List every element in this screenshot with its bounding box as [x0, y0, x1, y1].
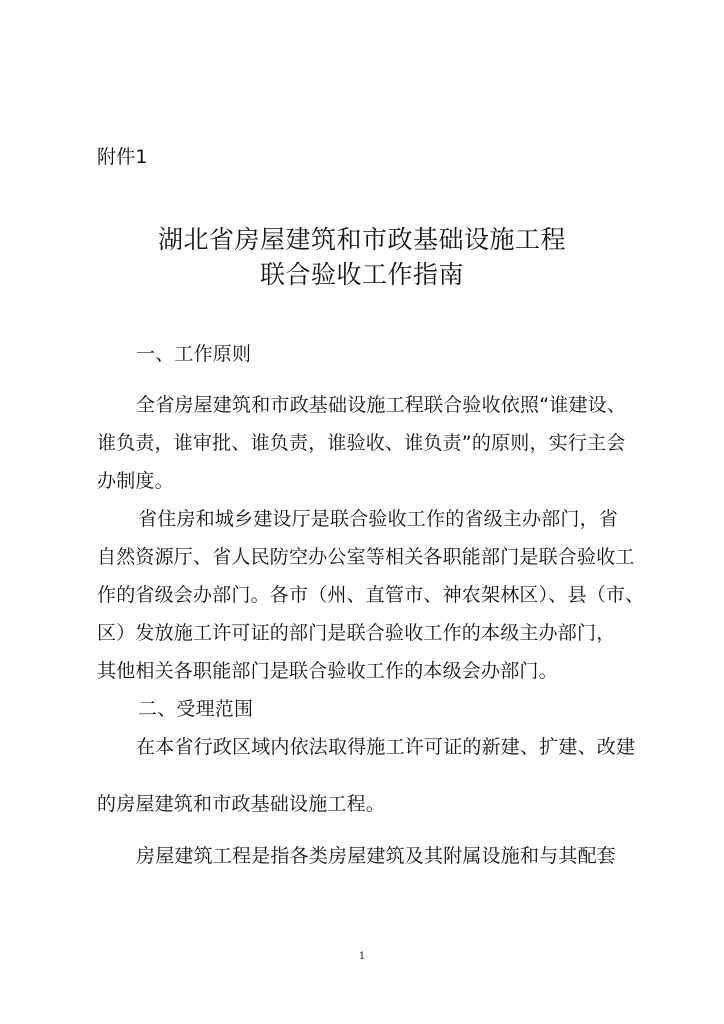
document-title-line-1: 湖北省房屋建筑和市政基础设施工程	[157, 225, 566, 254]
paragraph-line: 在本省行政区域内依法取得施工许可证的新建、扩建、改建	[136, 736, 636, 758]
paragraph-line: 作的省级会办部门。各市（州、直管市、神农架林区）、县（市、	[97, 584, 645, 606]
paragraph-line: 的房屋建筑和市政基础设施工程。	[97, 793, 386, 815]
paragraph-line: 其他相关各职能部门是联合验收工作的本级会办部门。	[97, 660, 558, 682]
paragraph-line: 省住房和城乡建设厅是联合验收工作的省级主办部门，省	[138, 508, 619, 530]
document-title-line-2: 联合验收工作指南	[259, 260, 464, 289]
page-number: 1	[358, 951, 366, 962]
paragraph-line: 全省房屋建筑和市政基础设施工程联合验收依照“谁建设、	[136, 394, 627, 416]
paragraph-line: 办制度。	[97, 470, 174, 492]
attachment-label: 附件1	[97, 146, 148, 168]
paragraph-line: 区）发放施工许可证的部门是联合验收工作的本级主办部门，	[97, 622, 616, 644]
section-heading-principles: 一、工作原则	[136, 343, 252, 365]
paragraph-line: 自然资源厅、省人民防空办公室等相关各职能部门是联合验收工	[97, 546, 635, 568]
paragraph-line: 房屋建筑工程是指各类房屋建筑及其附属设施和与其配套	[136, 845, 617, 867]
section-heading-scope: 二、受理范围	[138, 698, 254, 720]
paragraph-line: 谁负责，谁审批、谁负责，谁验收、谁负责”的原则，实行主会	[97, 432, 626, 454]
